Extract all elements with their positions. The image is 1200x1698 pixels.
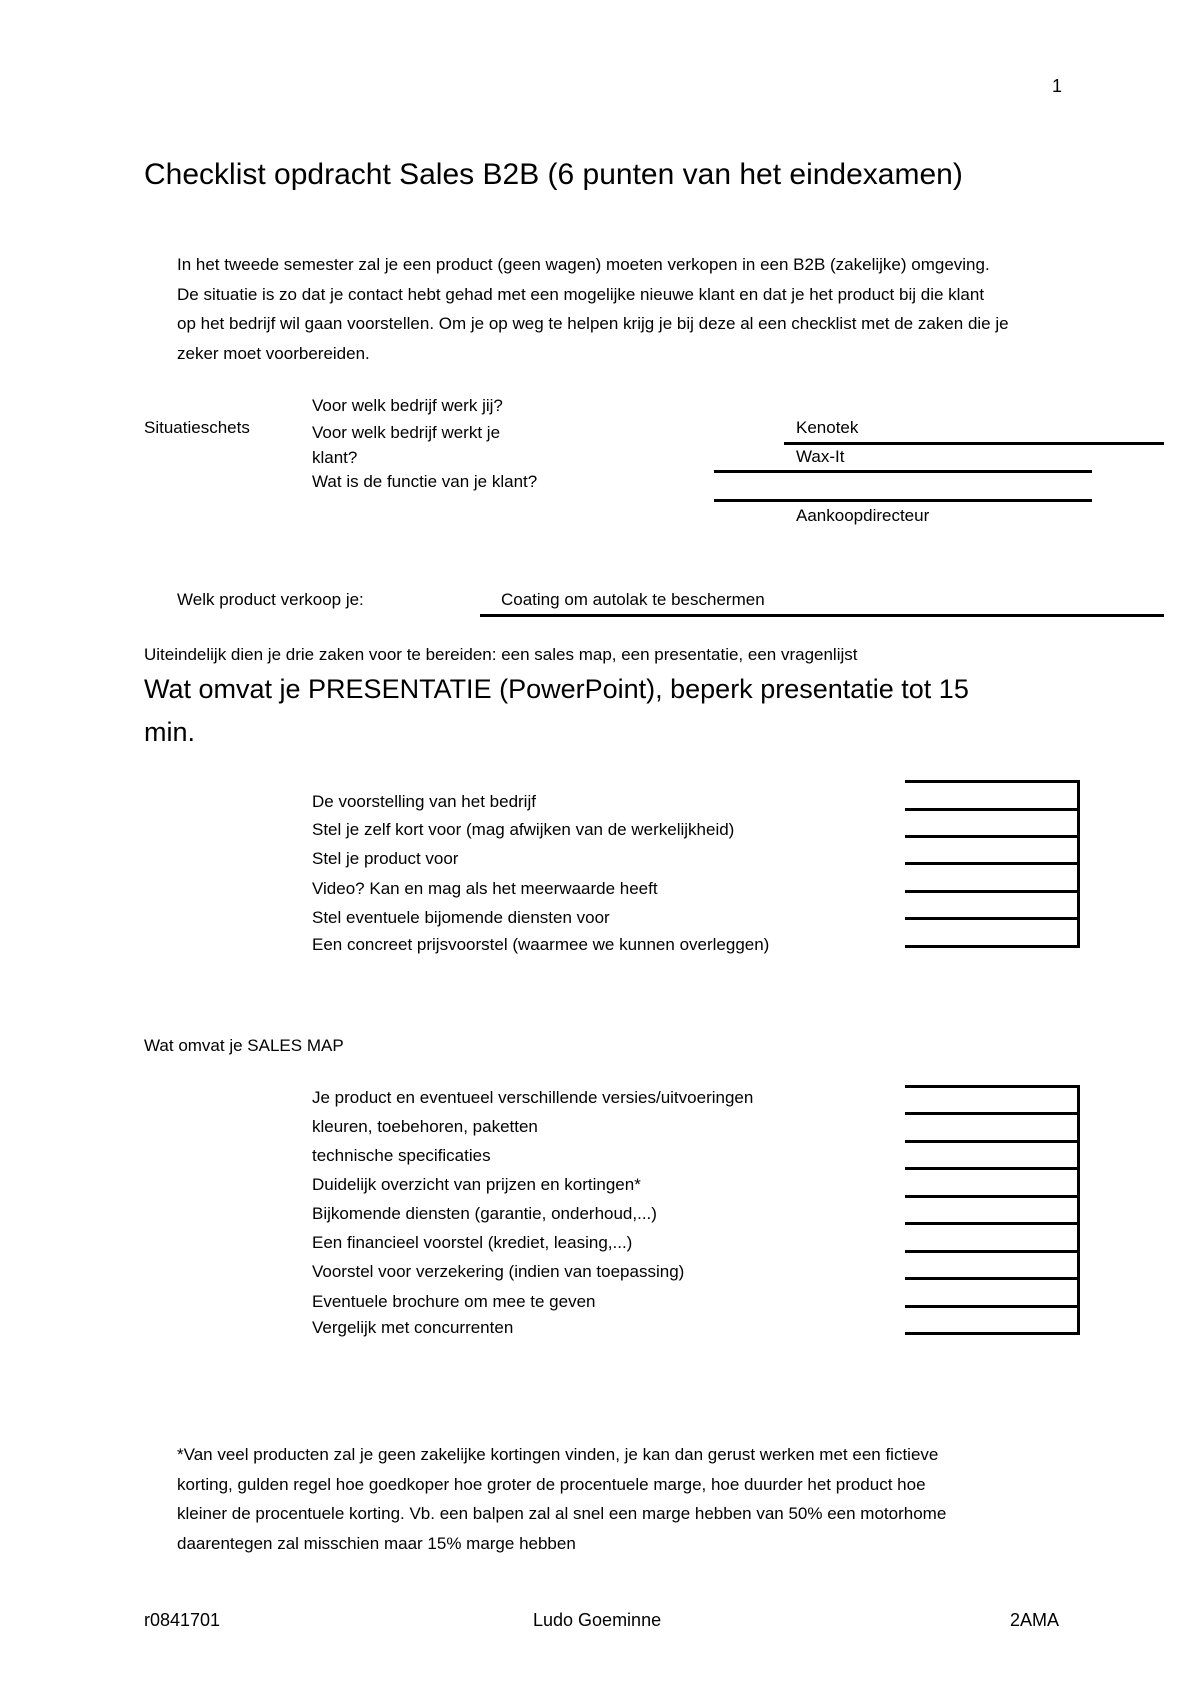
- page-title: Checklist opdracht Sales B2B (6 punten van het eindexamen): [144, 158, 963, 191]
- list-item: Een concreet prijsvoorstel (waarmee we kunnen overleggen): [312, 935, 770, 954]
- checkbox-line[interactable]: [905, 1195, 1080, 1198]
- sales-map-heading: Wat omvat je SALES MAP: [144, 1036, 344, 1055]
- list-item: Bijkomende diensten (garantie, onderhoud,...): [312, 1204, 657, 1223]
- footer-student-id: r0841701: [144, 1610, 221, 1630]
- intro-line: op het bedrijf wil gaan voorstellen. Om je op weg te helpen krijg je bij deze al een checklist met de zaken die je: [177, 314, 1009, 333]
- checkbox-line[interactable]: [905, 1167, 1080, 1170]
- answer-own-company[interactable]: Kenotek: [796, 418, 859, 437]
- intro-line: In het tweede semester zal je een product (geen wagen) moeten verkopen in een B2B (zakelijke) omgeving.: [177, 255, 990, 274]
- presentatie-heading: [144, 668, 969, 754]
- footnote-line: korting, gulden regel hoe goedkoper hoe groter de procentuele marge, hoe duurder het product hoe: [177, 1474, 926, 1494]
- question-client-function: Wat is de functie van je klant?: [312, 472, 538, 491]
- checkbox-line[interactable]: [905, 780, 1080, 783]
- checkbox-line[interactable]: [905, 1112, 1080, 1115]
- list-item: Een financieel voorstel (krediet, leasing,...): [312, 1233, 633, 1252]
- page-number: 1: [1052, 76, 1063, 96]
- intro-paragraph: [177, 250, 1107, 368]
- presentatie-heading-line: Wat omvat je PRESENTATIE (PowerPoint), beperk presentatie tot 15: [144, 674, 969, 704]
- checkbox-line[interactable]: [905, 1250, 1080, 1253]
- list-item: Stel eventuele bijomende diensten voor: [312, 908, 610, 927]
- checkbox-line[interactable]: [905, 1277, 1080, 1280]
- product-label: Welk product verkoop je:: [177, 590, 364, 609]
- checkbox-line[interactable]: [905, 835, 1080, 838]
- footnote-line: kleiner de procentuele korting. Vb. een balpen zal al snel een marge hebben van 50% een motorhome: [177, 1504, 947, 1523]
- question-own-company: Voor welk bedrijf werk jij?: [312, 396, 503, 415]
- footnote-line: daarentegen zal misschien maar 15% marge hebben: [177, 1533, 576, 1553]
- list-item: Video? Kan en mag als het meerwaarde heeft: [312, 879, 658, 898]
- checkbox-line[interactable]: [905, 1305, 1080, 1308]
- preparation-summary: Uiteindelijk dien je drie zaken voor te bereiden: een sales map, een presentatie, een vragenlijst: [144, 645, 858, 664]
- question-client-company-cont: klant?: [312, 448, 358, 467]
- intro-line: De situatie is zo dat je contact hebt gehad met een mogelijke nieuwe klant en dat je het product bij die klant: [177, 284, 985, 304]
- checkbox-line[interactable]: [905, 808, 1080, 811]
- list-item: Stel je product voor: [312, 849, 459, 868]
- checkbox-line[interactable]: [905, 1085, 1080, 1088]
- list-item: Je product en eventueel verschillende versies/uitvoeringen: [312, 1088, 754, 1107]
- checkbox-line[interactable]: [905, 1332, 1080, 1335]
- checkbox-column-border: [1077, 1085, 1080, 1335]
- checkbox-line[interactable]: [905, 917, 1080, 920]
- situatieschets-label: Situatieschets: [144, 418, 250, 437]
- intro-line: zeker moet voorbereiden.: [177, 343, 370, 363]
- list-item: technische specificaties: [312, 1146, 491, 1165]
- list-item: Voorstel voor verzekering (indien van toepassing): [312, 1262, 685, 1281]
- footnote: [177, 1440, 1077, 1558]
- list-item: De voorstelling van het bedrijf: [312, 792, 536, 811]
- answer-underline: [714, 499, 1092, 502]
- list-item: Vergelijk met concurrenten: [312, 1318, 514, 1337]
- answer-underline: [714, 470, 1092, 473]
- product-value[interactable]: Coating om autolak te beschermen: [501, 590, 765, 609]
- checkbox-line[interactable]: [905, 1140, 1080, 1143]
- product-underline: [480, 614, 1164, 617]
- checkbox-line[interactable]: [905, 890, 1080, 893]
- checkbox-column-border: [1077, 780, 1080, 948]
- answer-underline: [784, 442, 1164, 445]
- footer-class: 2AMA: [1010, 1610, 1060, 1630]
- presentatie-heading-line: min.: [144, 717, 196, 747]
- checkbox-line[interactable]: [905, 1222, 1080, 1225]
- checkbox-line[interactable]: [905, 945, 1080, 948]
- list-item: Eventuele brochure om mee te geven: [312, 1292, 596, 1311]
- checkbox-line[interactable]: [905, 862, 1080, 865]
- answer-client-company[interactable]: Wax-It: [796, 447, 845, 466]
- list-item: Stel je zelf kort voor (mag afwijken van de werkelijkheid): [312, 820, 735, 839]
- footer-author: Ludo Goeminne: [533, 1610, 662, 1630]
- question-client-company: Voor welk bedrijf werkt je: [312, 423, 501, 442]
- answer-client-function[interactable]: Aankoopdirecteur: [796, 506, 930, 525]
- list-item: kleuren, toebehoren, paketten: [312, 1117, 538, 1136]
- list-item: Duidelijk overzicht van prijzen en kortingen*: [312, 1175, 641, 1194]
- footnote-line: *Van veel producten zal je geen zakelijke kortingen vinden, je kan dan gerust werken met een fictieve: [177, 1445, 939, 1464]
